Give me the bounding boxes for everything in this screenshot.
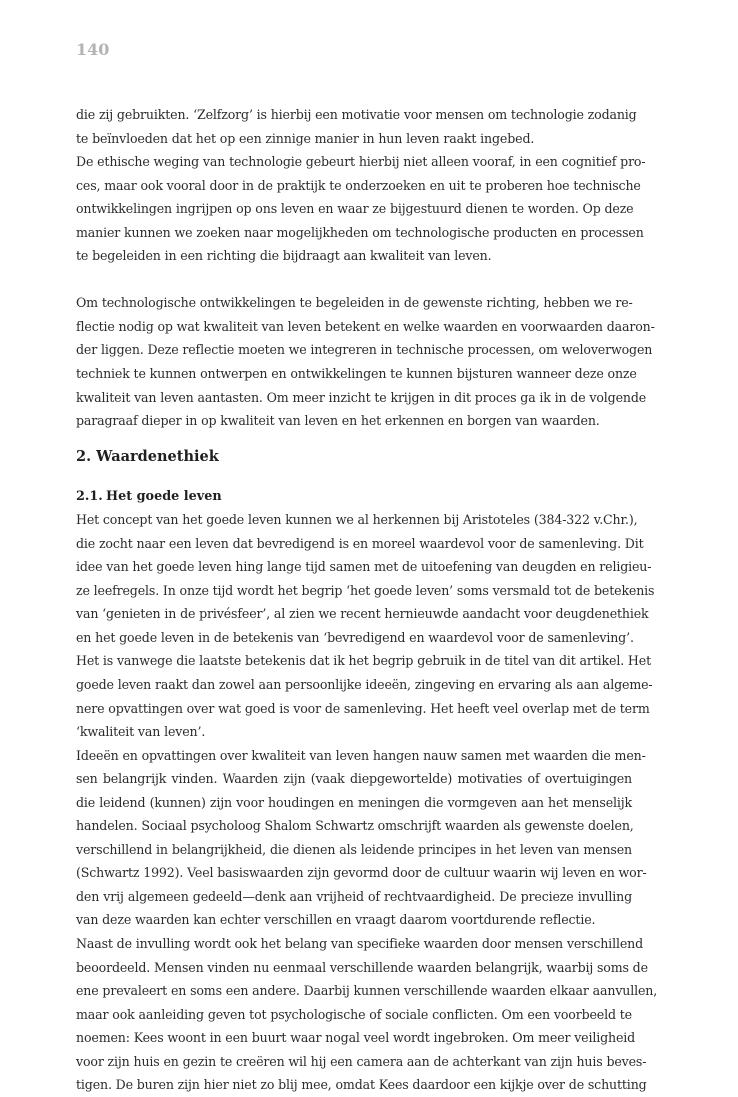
text-line: te beïnvloeden dat het op een zinnige manier in hun leven raakt ingebed. xyxy=(76,130,535,146)
subsection-heading xyxy=(76,485,632,509)
text-line: van deze waarden kan echter verschillen en vraagt daarom voortdurende reflectie. xyxy=(76,912,596,928)
paragraph xyxy=(76,932,658,1097)
text-line: die zij gebruikten. ‘Zelfzorg’ is hierbij een motivatie voor mensen om technologie zodanig xyxy=(76,107,637,122)
paragraph xyxy=(76,150,646,268)
paragraph xyxy=(76,291,655,432)
section-heading: 2. Waardenethiek xyxy=(76,447,219,465)
subsection-title: Het goede leven xyxy=(106,488,222,504)
text-line: ces, maar ook vooral door in de praktijk te onderzoeken en uit te proberen hoe technische xyxy=(76,177,641,193)
text-line: flectie nodig op wat kwaliteit van leven betekent en welke waarden en voorwaarden daaron- xyxy=(76,318,655,334)
text-line: Om technologische ontwikkelingen te begeleiden in de gewenste richting, hebben we re- xyxy=(76,295,633,311)
text-line: Ideeën en opvattingen over kwaliteit van leven hangen nauw samen met waarden die men- xyxy=(76,747,646,763)
text-line: idee van het goede leven hing lange tijd samen met de uitoefening van deugden en religieu- xyxy=(76,559,652,575)
text-line: maar ook aanleiding geven tot psychologische of sociale conflicten. Om een voorbeeld te xyxy=(76,1006,632,1022)
paragraph xyxy=(76,744,647,932)
text-line: beoordeeld. Mensen vinden nu eenmaal verschillende waarden belangrijk, waarbij soms de xyxy=(76,959,648,975)
text-line: paragraaf dieper in op kwaliteit van leven en het erkennen en borgen van waarden. xyxy=(76,413,600,429)
text-line: sen belangrijk vinden. Waarden zijn (vaak diepgewortelde) motivaties of overtuigingen xyxy=(76,771,632,787)
text-line: kwaliteit van leven aantasten. Om meer inzicht te krijgen in dit proces ga ik in de volgende xyxy=(76,389,647,405)
text-line: nere opvattingen over wat goed is voor de samenleving. Het heeft veel overlap met de term xyxy=(76,700,650,716)
paragraph xyxy=(76,103,637,150)
text-line: tigen. De buren zijn hier niet zo blij mee, omdat Kees daardoor een kijkje over de schutting xyxy=(76,1077,647,1093)
text-line: te begeleiden in een richting die bijdraagt aan kwaliteit van leven. xyxy=(76,248,492,264)
text-line: Het is vanwege die laatste betekenis dat ik het begrip gebruik in de titel van dit artikel. Het xyxy=(76,653,651,669)
text-line: der liggen. Deze reflectie moeten we integreren in technische processen, om weloverwogen xyxy=(76,342,653,358)
subsection-number: 2.1. xyxy=(76,488,103,504)
text-line: ze leefregels. In onze tijd wordt het begrip ‘het goede leven’ soms versmald tot de betekenis xyxy=(76,582,655,598)
text-line: en het goede leven in de betekenis van ‘bevredigend en waardevol voor de samenleving’. xyxy=(76,629,634,645)
text-line: manier kunnen we zoeken naar mogelijkheden om technologische producten en processen xyxy=(76,224,644,240)
page-body xyxy=(76,103,658,1097)
text-line: noemen: Kees woont in een buurt waar nogal veel wordt ingebroken. Om meer veiligheid xyxy=(76,1030,636,1046)
text-line: Naast de invulling wordt ook het belang van specifieke waarden door mensen verschillend xyxy=(76,936,643,951)
text-line: (Schwartz 1992). Veel basiswaarden zijn gevormd door de cultuur waarin wij leven en wor- xyxy=(76,865,647,881)
text-line: voor zijn huis en gezin te creëren wil hij een camera aan de achterkant van zijn huis beves- xyxy=(76,1053,647,1069)
text-line: techniek te kunnen ontwerpen en ontwikkelingen te kunnen bijsturen wanneer deze onze xyxy=(76,365,637,381)
text-line: verschillend in belangrijkheid, die dienen als leidende principes in het leven van mensen xyxy=(76,841,632,857)
text-line: den vrij algemeen gedeeld—denk aan vrijheid of rechtvaardigheid. De precieze invulling xyxy=(76,888,632,904)
text-line: die leidend (kunnen) zijn voor houdingen en meningen die vormgeven aan het menselijk xyxy=(76,794,632,810)
text-line: goede leven raakt dan zowel aan persoonlijke ideeën, zingeving en ervaring als aan algeme- xyxy=(76,676,653,692)
text-line: die zocht naar een leven dat bevredigend is en moreel waardevol voor de samenleving. Dit xyxy=(76,535,644,551)
text-line: van ‘genieten in de privésfeer’, al zien we recent hernieuwde aandacht voor deugdenethiek xyxy=(76,606,649,622)
text-line: De ethische weging van technologie gebeurt hierbij niet alleen vooraf, in een cognitief pro- xyxy=(76,154,646,170)
paragraph xyxy=(76,508,655,743)
text-line: handelen. Sociaal psycholoog Shalom Schwartz omschrijft waarden als gewenste doelen, xyxy=(76,818,634,834)
page-number: 140 xyxy=(76,40,110,59)
text-line: ontwikkelingen ingrijpen op ons leven en waar ze bijgestuurd dienen te worden. Op deze xyxy=(76,201,634,217)
text-line: ene prevaleert en soms een andere. Daarbij kunnen verschillende waarden elkaar aanvullen, xyxy=(76,983,658,999)
text-line: ‘kwaliteit van leven’. xyxy=(76,724,206,740)
text-line: Het concept van het goede leven kunnen we al herkennen bij Aristoteles (384-322 v.Chr.), xyxy=(76,512,638,528)
